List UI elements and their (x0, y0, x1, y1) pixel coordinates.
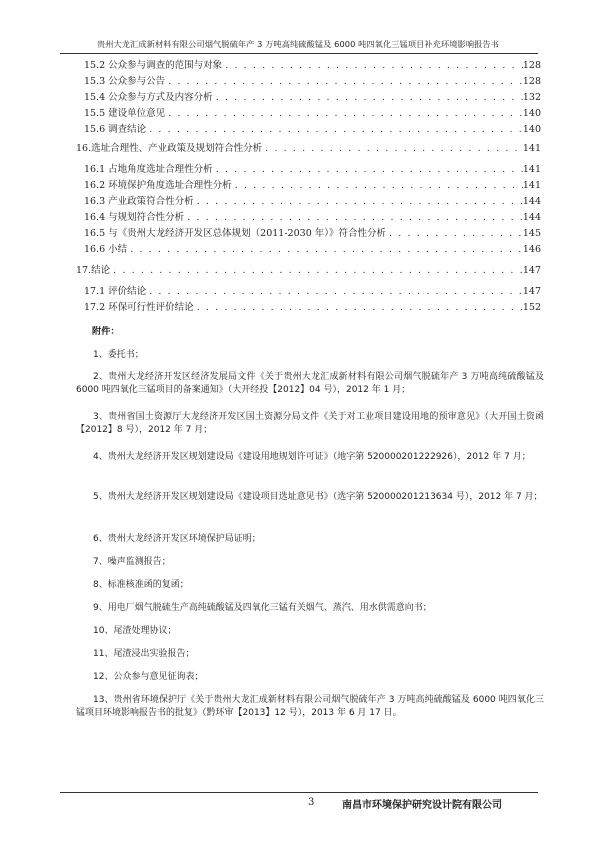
attachment-item: 5、贵州大龙经济开发区规划建设局《建设项目选址意见书》（选字第 520000201213634 号），2012 年 7 月； (93, 492, 543, 502)
toc-leader-dots (386, 228, 523, 239)
toc-entry-title: 17.1 评价结论 (84, 286, 147, 297)
toc-leader-dots (146, 286, 523, 297)
toc-entry-page: 141 (522, 164, 541, 175)
toc-leader-dots (146, 124, 523, 135)
toc-leader-dots (127, 244, 523, 255)
toc-entry-title: 16.选址合理性、产业政策及规划符合性分析 (76, 143, 263, 154)
toc-entry-title: 15.5 建设单位意见 (84, 108, 166, 119)
attachment-item: 11、尾渣浸出实验报告； (93, 649, 195, 659)
attachment-item: 10、尾渣处理协议； (93, 626, 177, 636)
toc-entry-title: 16.1 占地角度选址合理性分析 (84, 164, 213, 175)
toc-entry[interactable] (84, 105, 541, 121)
toc-chapter[interactable] (76, 140, 541, 156)
toc-leader-dots (184, 212, 523, 223)
attachment-item: 7、噪声监测报告； (93, 557, 171, 567)
toc-entry-page: 140 (522, 108, 541, 119)
toc-leader-dots (213, 164, 523, 175)
toc-entry-title: 17.2 环保可行性评价结论 (84, 302, 194, 313)
header-divider (60, 53, 538, 54)
toc-entry-page: 128 (522, 76, 541, 87)
toc-leader-dots (232, 180, 523, 191)
toc-leader-dots (213, 92, 523, 103)
attachment-item: 2、贵州大龙经济开发区经济发展局文件《关于贵州大龙汇成新材料有限公司烟气脱硫年产 3 万吨高纯硫酸锰及 6000 吨四氧化三锰项目的备案通知》（大开经投【2012】04 号），2012 年 1 月； (76, 372, 544, 395)
toc-entry[interactable] (84, 161, 541, 177)
toc-entry-title: 16.3 产业政策符合性分析 (84, 196, 194, 207)
attachments-heading: 附件： (92, 326, 120, 337)
attachment-item: 13、贵州省环境保护厅《关于贵州大龙汇成新材料有限公司烟气脱硫年产 3 万吨高纯硫酸锰及 6000 吨四氧化三锰项目环境影响报告书的批复》（黔环审【2013】12 号），2013 年 6 月 17 日。 (76, 695, 544, 718)
toc-entry-page: 146 (522, 244, 541, 255)
toc-entry[interactable] (84, 89, 541, 105)
toc-entry-page: 141 (522, 143, 541, 154)
toc-entry[interactable] (84, 283, 541, 299)
toc-entry-title: 16.5 与《贵州大龙经济开发区总体规划（2011-2030 年）》符合性分析 (84, 228, 387, 239)
toc-entry-page: 147 (522, 286, 541, 297)
toc-entry[interactable] (84, 121, 541, 137)
toc-leader-dots (165, 108, 523, 119)
attachment-item: 12、公众参与意见征询表； (93, 672, 204, 682)
toc-entry[interactable] (84, 225, 541, 241)
toc-entry[interactable] (84, 209, 541, 225)
attachment-item: 3、贵州省国土资源厅大龙经济开发区国土资源分局文件《关于对工业项目建设用地的预审意见》（大开国土资函【2012】8 号），2012 年 7 月； (76, 412, 544, 435)
toc-entry-page: 145 (522, 228, 541, 239)
attachment-item: 1、委托书； (93, 350, 144, 360)
toc-entry[interactable] (84, 73, 541, 89)
attachment-item: 8、标准核准函的复函； (93, 580, 189, 590)
toc-entry-title: 15.2 公众参与调查的范围与对象 (84, 60, 223, 71)
toc-entry-title: 17.结论 (76, 265, 111, 276)
attachment-item: 6、贵州大龙经济开发区环境保护局证明； (93, 534, 261, 544)
toc-leader-dots (222, 60, 523, 71)
running-header: 贵州大龙汇成新材料有限公司烟气脱硫年产 3 万吨高纯硫酸锰及 6000 吨四氧化三锰项目补充环境影响报告书 (96, 39, 499, 49)
toc-entry-title: 16.4 与规划符合性分析 (84, 212, 185, 223)
page-number: 3 (308, 797, 315, 808)
toc-entry[interactable] (84, 193, 541, 209)
attachment-item: 4、贵州大龙经济开发区规划建设局《建设用地规划许可证》（地字第 520000201222926），2012 年 7 月； (93, 452, 531, 462)
toc-entry-title: 15.4 公众参与方式及内容分析 (84, 92, 213, 103)
toc-entry-page: 152 (522, 302, 541, 313)
toc-leader-dots (165, 76, 523, 87)
toc-entry[interactable] (84, 57, 541, 73)
toc-entry-title: 16.6 小结 (84, 244, 128, 255)
toc-entry-page: 144 (522, 212, 541, 223)
toc-entry-page: 140 (522, 124, 541, 135)
toc-leader-dots (262, 143, 523, 154)
toc-entry-page: 128 (522, 60, 541, 71)
toc-entry-title: 16.2 环境保护角度选址合理性分析 (84, 180, 232, 191)
toc-entry-title: 15.3 公众参与公告 (84, 76, 166, 87)
toc-entry-page: 147 (522, 265, 541, 276)
toc-entry[interactable] (84, 299, 541, 315)
toc-entry-page: 132 (522, 92, 541, 103)
toc-leader-dots (194, 196, 523, 207)
toc-entry-page: 141 (522, 180, 541, 191)
toc-entry-page: 144 (522, 196, 541, 207)
attachment-item: 9、用电厂烟气脱硫生产高纯硫酸锰及四氧化三锰有关烟气、蒸汽、用水供需意向书； (93, 603, 432, 613)
toc-leader-dots (194, 302, 523, 313)
toc-entry[interactable] (84, 241, 541, 257)
toc-leader-dots (110, 265, 523, 276)
footer-divider (60, 792, 538, 793)
toc-entry[interactable] (84, 177, 541, 193)
organization-name: 南昌市环境保护研究设计院有限公司 (342, 800, 502, 811)
toc-entry-title: 15.6 调查结论 (84, 124, 147, 135)
toc-chapter[interactable] (76, 262, 541, 278)
